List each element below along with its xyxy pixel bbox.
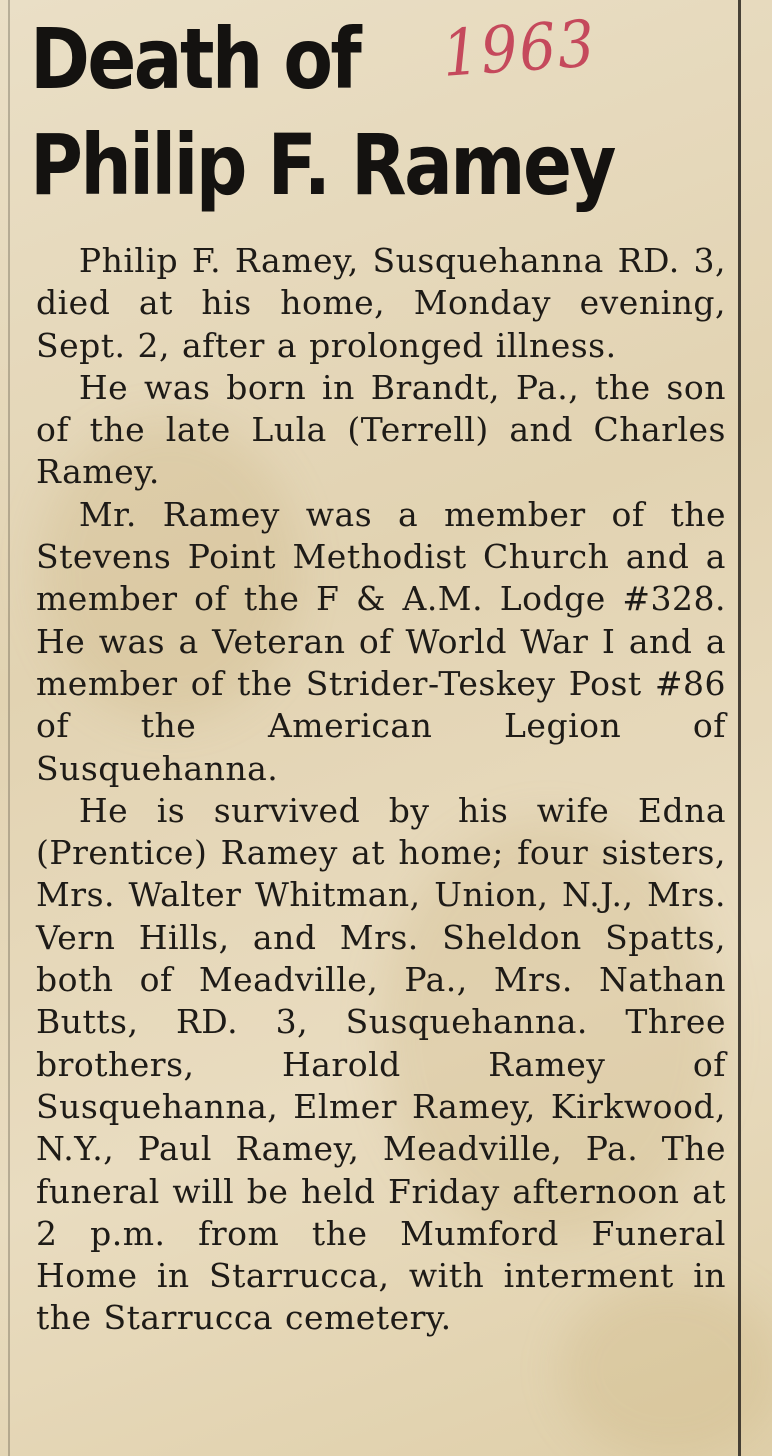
obituary-body [36, 240, 726, 1340]
headline-line-2: Philip F. Ramey [30, 116, 614, 214]
headline-line-1: Death of [30, 10, 360, 108]
paragraph-birth: He was born in Brandt, Pa., the son of the late Lula (Terrell) and Charles Ramey. [36, 367, 726, 492]
right-column-rule [738, 0, 741, 1456]
left-column-rule [8, 0, 10, 1456]
paragraph-death-notice: Philip F. Ramey, Susquehanna RD. 3, died at his home, Monday evening, Sept. 2, after a prolonged illness. [36, 241, 726, 365]
paragraph-memberships: Mr. Ramey was a member of the Stevens Point Methodist Church and a member of the F & A.M. Lodge #328. He was a Veteran of World War I and a member of the Strider-Teskey Post #86 of the American Legion of Susquehanna. [36, 494, 726, 788]
paragraph-survivors-funeral: He is survived by his wife Edna (Prentice) Ramey at home; four sisters, Mrs. Walter Whitman, Union, N.J., Mrs. Vern Hills, and Mrs. Sheldon Spatts, both of Meadville, Pa., Mrs. Nathan Butts, RD. 3, Susquehanna. Three brothers, Harold Ramey of Susquehanna, Elmer Ramey, Kirkwood, N.Y., Paul Ramey, Meadville, Pa. The funeral will be held Friday afternoon at 2 p.m. from the Mumford Funeral Home in Starrucca, with interment in the Starrucca cemetery. [36, 790, 726, 1338]
handwritten-year-annotation: 1963 [440, 7, 599, 92]
